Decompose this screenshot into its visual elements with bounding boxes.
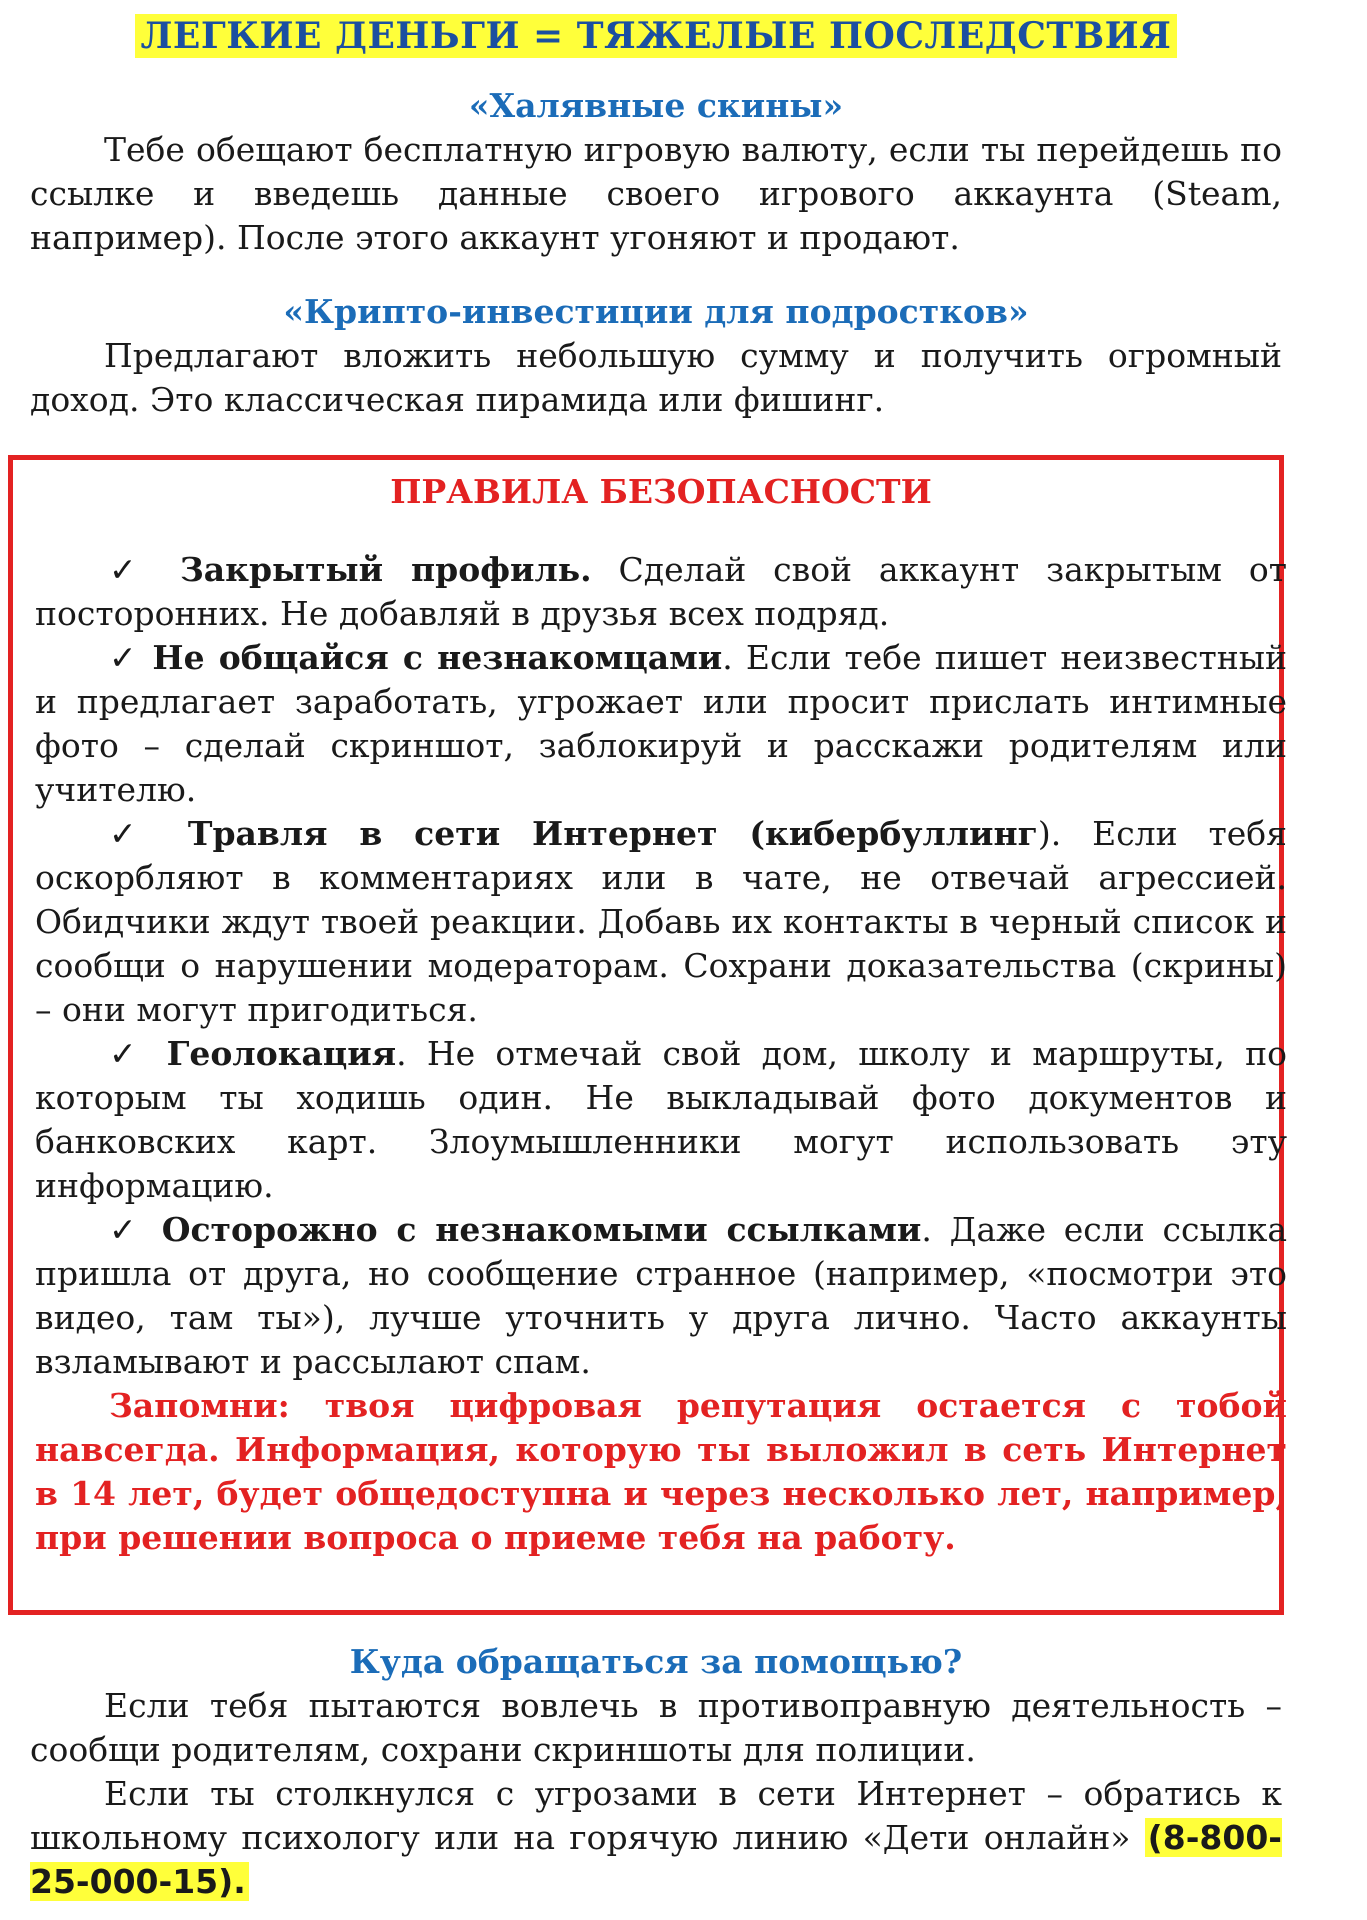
rule-text: ). Если тебя оскорбляют в комментариях или в чате, не отвечай агрессией. Обидчики ждут твоей реакции. Добавь их контакты в черный список и сообщи о нарушении модераторам. Сохрани доказательства (скрины) – они могут пригодиться. bbox=[35, 814, 1287, 1029]
help-title: Куда обращаться за помощью? bbox=[349, 1642, 963, 1681]
scam-crypto-title: «Крипто-инвестиции для подростков» bbox=[283, 292, 1029, 331]
main-title bbox=[30, 14, 1282, 58]
rule-lead: Не общайся с незнакомцами bbox=[152, 638, 723, 677]
rule-text: . Даже если ссылка пришла от друга, но сообщение странное (например, «посмотри это видео, там ты»), лучше уточнить у друга лично. Часто аккаунты взламывают и рассылают спам. bbox=[35, 1210, 1288, 1381]
safety-rules-title: ПРАВИЛА БЕЗОПАСНОСТИ bbox=[390, 472, 932, 511]
checkmark-icon: ✓ bbox=[109, 550, 154, 589]
rule-text: . Не отмечай свой дом, школу и маршруты, по которым ты ходишь один. Не выкладывай фото документов и банковских карт. Злоумышленники могут использовать эту информацию. bbox=[35, 1034, 1287, 1205]
scam-free-skins-text: Тебе обещают бесплатную игровую валюту, если ты перейдешь по ссылке и введешь данные своего игрового аккаунта (Steam, например). После этого аккаунт угоняют и продают. bbox=[30, 130, 1282, 257]
rule-lead: Геолокация bbox=[166, 1034, 397, 1073]
rule-lead: Закрытый профиль. bbox=[179, 550, 592, 589]
checkmark-icon: ✓ bbox=[109, 1210, 144, 1249]
rule-text: . Если тебе пишет неизвестный и предлагает заработать, угрожает или просит прислать интимные фото – сделай скриншот, заблокируй и расскажи родителям или учителю. bbox=[35, 638, 1287, 809]
scam-free-skins-title: «Халявные скины» bbox=[468, 86, 844, 125]
rule-item bbox=[35, 1208, 1287, 1384]
main-title-text: ЛЕГКИЕ ДЕНЬГИ = ТЯЖЕЛЫЕ ПОСЛЕДСТВИЯ bbox=[135, 14, 1178, 58]
checkmark-icon: ✓ bbox=[109, 814, 158, 853]
checkmark-icon: ✓ bbox=[109, 638, 140, 677]
rule-item bbox=[35, 812, 1287, 1032]
rule-lead: Травля в сети Интернет (кибербуллинг bbox=[187, 814, 1038, 853]
scam-crypto-text: Предлагают вложить небольшую сумму и получить огромный доход. Это классическая пирамида или фишинг. bbox=[30, 336, 1282, 419]
help-text-2 bbox=[30, 1772, 1282, 1904]
document-page bbox=[30, 0, 1288, 1901]
rule-text: Сделай свой аккаунт закрытым от посторонних. Не добавляй в друзья всех подряд. bbox=[35, 550, 1287, 633]
safety-rules-box bbox=[8, 455, 1288, 1615]
rule-item bbox=[35, 548, 1287, 636]
help-section bbox=[30, 1640, 1282, 1904]
scam-free-skins bbox=[30, 84, 1282, 260]
remember-warning: Запомни: твоя цифровая репутация остается с тобой навсегда. Информация, которую ты выложил в сеть Интернет в 14 лет, будет общедоступна и через несколько лет, например, при решении вопроса о приеме тебя на работу. bbox=[35, 1386, 1287, 1557]
checkmark-icon: ✓ bbox=[109, 1034, 147, 1073]
hotline-number: (8-800-25-000-15). bbox=[30, 1818, 1282, 1901]
rule-item bbox=[35, 1032, 1287, 1208]
rule-lead: Осторожно с незнакомыми ссылками bbox=[161, 1210, 922, 1249]
rule-item bbox=[35, 636, 1287, 812]
safety-rules-content bbox=[35, 470, 1287, 1560]
scam-crypto bbox=[30, 290, 1282, 422]
help-text-1: Если тебя пытаются вовлечь в противоправную деятельность – сообщи родителям, сохрани скриншоты для полиции. bbox=[30, 1686, 1282, 1769]
help-text-2-body: Если ты столкнулся с угрозами в сети Интернет – обратись к школьному психологу или на горячую линию «Дети онлайн» bbox=[30, 1774, 1282, 1857]
